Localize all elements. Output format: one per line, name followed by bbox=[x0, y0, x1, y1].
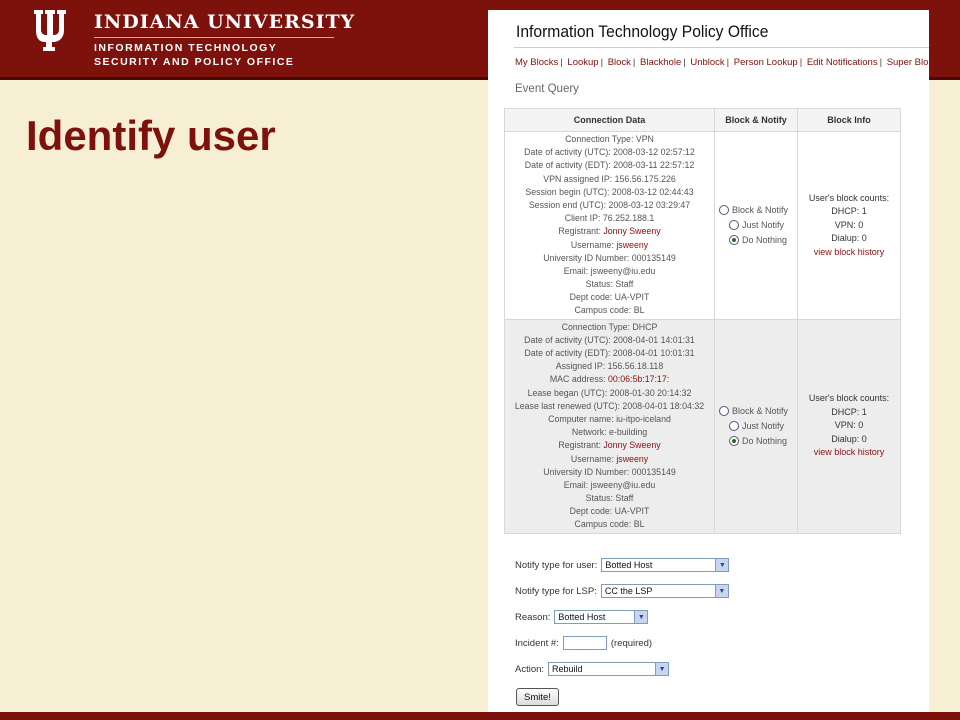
option-do-nothing[interactable] bbox=[719, 233, 797, 248]
department-line-2: SECURITY AND POLICY OFFICE bbox=[94, 56, 295, 68]
data-line: Email: jsweeny@iu.edu bbox=[563, 479, 656, 490]
incident-row bbox=[515, 636, 652, 650]
option-just-notify[interactable] bbox=[719, 419, 797, 434]
nav-lookup[interactable]: Lookup bbox=[567, 57, 599, 68]
notify-lsp-label: Notify type for LSP: bbox=[515, 585, 597, 597]
action-row bbox=[515, 662, 669, 676]
radio-do-nothing[interactable] bbox=[729, 436, 739, 446]
block-count-vpn: VPN: 0 bbox=[834, 219, 864, 230]
table-row bbox=[505, 319, 901, 533]
table-row bbox=[505, 132, 901, 320]
nav-bar: My Blocks | Lookup | Block | Blackhole | Unblock | Person Lookup | Edit Notifications | Super Blo bbox=[515, 57, 929, 68]
radio-block-notify[interactable] bbox=[719, 205, 729, 215]
notify-user-select[interactable] bbox=[601, 558, 729, 572]
data-line: Connection Type: DHCP bbox=[561, 321, 658, 332]
nav-super-blocks[interactable]: Super Blo bbox=[886, 57, 929, 68]
username-line bbox=[505, 239, 714, 252]
data-line: Network: e-building bbox=[571, 427, 648, 438]
title-divider bbox=[514, 47, 929, 48]
incident-input[interactable] bbox=[563, 636, 607, 650]
university-name: INDIANA UNIVERSITY bbox=[94, 11, 356, 33]
data-line: University ID Number: 000135149 bbox=[543, 466, 676, 477]
registrant-line bbox=[505, 225, 714, 238]
block-info-cell bbox=[798, 319, 901, 533]
username-link[interactable]: jsweeny bbox=[616, 239, 649, 250]
nav-blackhole[interactable]: Blackhole bbox=[640, 57, 682, 68]
data-line: Dept code: UA-VPIT bbox=[569, 292, 650, 303]
username-line bbox=[505, 453, 714, 466]
reason-label: Reason: bbox=[515, 611, 551, 623]
data-line: University ID Number: 000135149 bbox=[543, 252, 676, 263]
header-connection-data: Connection Data bbox=[505, 109, 715, 132]
data-line: Campus code: BL bbox=[574, 519, 645, 530]
username-label: Username: bbox=[570, 453, 614, 464]
radio-do-nothing[interactable] bbox=[729, 235, 739, 245]
app-screenshot bbox=[488, 10, 929, 712]
option-just-notify[interactable] bbox=[719, 218, 797, 233]
footer-bar bbox=[0, 712, 960, 720]
option-label: Just Notify bbox=[742, 220, 785, 231]
data-line: Assigned IP: 156.56.18.118 bbox=[555, 361, 664, 372]
notify-user-label: Notify type for user: bbox=[515, 559, 598, 571]
block-count-heading: User's block counts: bbox=[808, 192, 890, 203]
option-block-notify[interactable] bbox=[719, 404, 797, 419]
data-line: Dept code: UA-VPIT bbox=[569, 506, 650, 517]
iu-trident-logo bbox=[30, 6, 70, 54]
option-label: Just Notify bbox=[742, 421, 785, 432]
block-count-dhcp: DHCP: 1 bbox=[831, 406, 867, 417]
notify-lsp-row bbox=[515, 584, 729, 598]
app-title: Information Technology Policy Office bbox=[516, 22, 769, 41]
action-label: Action: bbox=[515, 663, 545, 675]
radio-just-notify[interactable] bbox=[729, 220, 739, 230]
data-line: Connection Type: VPN bbox=[565, 134, 654, 144]
block-count-vpn: VPN: 0 bbox=[834, 420, 864, 431]
header-block-notify: Block & Notify bbox=[715, 109, 798, 132]
smite-button[interactable]: Smite! bbox=[516, 688, 559, 706]
block-notify-cell bbox=[715, 319, 798, 533]
header-block-info: Block Info bbox=[798, 109, 901, 132]
nav-unblock[interactable]: Unblock bbox=[690, 57, 725, 68]
mac-label: MAC address: bbox=[549, 374, 606, 385]
nav-my-blocks[interactable]: My Blocks bbox=[515, 57, 559, 68]
block-count-dialup: Dialup: 0 bbox=[831, 433, 867, 444]
page-heading: Event Query bbox=[515, 83, 579, 95]
data-line: Date of activity (UTC): 2008-03-12 02:57:12 bbox=[524, 147, 695, 158]
mac-address-link[interactable]: 00:06:5b:17:17: bbox=[608, 374, 670, 385]
option-label: Do Nothing bbox=[742, 235, 788, 246]
select-value: Botted Host bbox=[605, 560, 653, 570]
registrant-label: Registrant: bbox=[558, 440, 601, 451]
radio-just-notify[interactable] bbox=[729, 421, 739, 431]
data-line: Client IP: 76.252.188.1 bbox=[564, 213, 655, 224]
connection-data-cell bbox=[505, 132, 715, 320]
registrant-label: Registrant: bbox=[558, 226, 601, 237]
select-value: CC the LSP bbox=[604, 586, 653, 596]
view-block-history-link[interactable]: view block history bbox=[813, 447, 885, 458]
data-line: Session begin (UTC): 2008-03-12 02:44:43 bbox=[525, 186, 694, 197]
registrant-link[interactable]: Jonny Sweeny bbox=[603, 440, 661, 451]
registrant-line bbox=[505, 439, 714, 452]
notify-lsp-select[interactable] bbox=[601, 584, 729, 598]
data-line: Lease last renewed (UTC): 2008-04-01 18:04:32 bbox=[514, 400, 705, 411]
chevron-down-icon: ▼ bbox=[634, 611, 647, 623]
chevron-down-icon: ▼ bbox=[715, 585, 728, 597]
data-line: Status: Staff bbox=[585, 493, 634, 504]
banner-divider bbox=[94, 37, 334, 38]
block-count-dhcp: DHCP: 1 bbox=[831, 206, 867, 217]
reason-row bbox=[515, 610, 648, 624]
radio-block-notify[interactable] bbox=[719, 406, 729, 416]
data-line: Session end (UTC): 2008-03-12 03:29:47 bbox=[528, 199, 691, 210]
nav-person-lookup[interactable]: Person Lookup bbox=[733, 57, 798, 68]
slide-title: Identify user bbox=[26, 112, 276, 159]
action-select[interactable] bbox=[548, 662, 669, 676]
data-line: Campus code: BL bbox=[574, 305, 645, 316]
option-block-notify[interactable] bbox=[719, 203, 797, 218]
data-line: Date of activity (EDT): 2008-04-01 10:01:31 bbox=[524, 348, 695, 358]
chevron-down-icon: ▼ bbox=[715, 559, 728, 571]
option-label: Block & Notify bbox=[732, 406, 789, 417]
chevron-down-icon: ▼ bbox=[655, 663, 668, 675]
event-table bbox=[504, 108, 901, 534]
data-line: Lease began (UTC): 2008-01-30 20:14:32 bbox=[527, 387, 692, 398]
data-line: Status: Staff bbox=[585, 279, 634, 290]
reason-select[interactable] bbox=[554, 610, 648, 624]
option-label: Block & Notify bbox=[732, 205, 789, 216]
data-line: Computer name: iu-itpo-iceland bbox=[548, 413, 671, 424]
view-block-history-link[interactable]: view block history bbox=[813, 246, 885, 257]
username-link[interactable]: jsweeny bbox=[616, 453, 649, 464]
option-label: Do Nothing bbox=[742, 436, 788, 447]
block-count-heading: User's block counts: bbox=[808, 393, 890, 404]
data-line: VPN assigned IP: 156.56.175.226 bbox=[543, 173, 676, 184]
block-notify-cell bbox=[715, 132, 798, 320]
data-line: Date of activity (UTC): 2008-04-01 14:01:31 bbox=[524, 334, 695, 345]
incident-required-note: (required) bbox=[610, 637, 653, 649]
block-count-dialup: Dialup: 0 bbox=[831, 233, 867, 244]
data-line: Date of activity (EDT): 2008-03-11 22:57:12 bbox=[524, 160, 695, 171]
username-label: Username: bbox=[570, 239, 614, 250]
select-value: Botted Host bbox=[558, 612, 606, 622]
nav-edit-notifications[interactable]: Edit Notifications bbox=[806, 57, 878, 68]
department-line-1: INFORMATION TECHNOLOGY bbox=[94, 42, 278, 54]
registrant-link[interactable]: Jonny Sweeny bbox=[603, 226, 661, 237]
incident-label: Incident #: bbox=[515, 637, 559, 649]
select-value: Rebuild bbox=[552, 664, 583, 674]
block-info-cell bbox=[798, 132, 901, 320]
option-do-nothing[interactable] bbox=[719, 434, 797, 449]
notify-user-row bbox=[515, 558, 729, 572]
data-line: Email: jsweeny@iu.edu bbox=[563, 265, 656, 276]
nav-block[interactable]: Block bbox=[607, 57, 631, 68]
connection-data-cell bbox=[505, 319, 715, 533]
mac-line bbox=[505, 373, 714, 386]
